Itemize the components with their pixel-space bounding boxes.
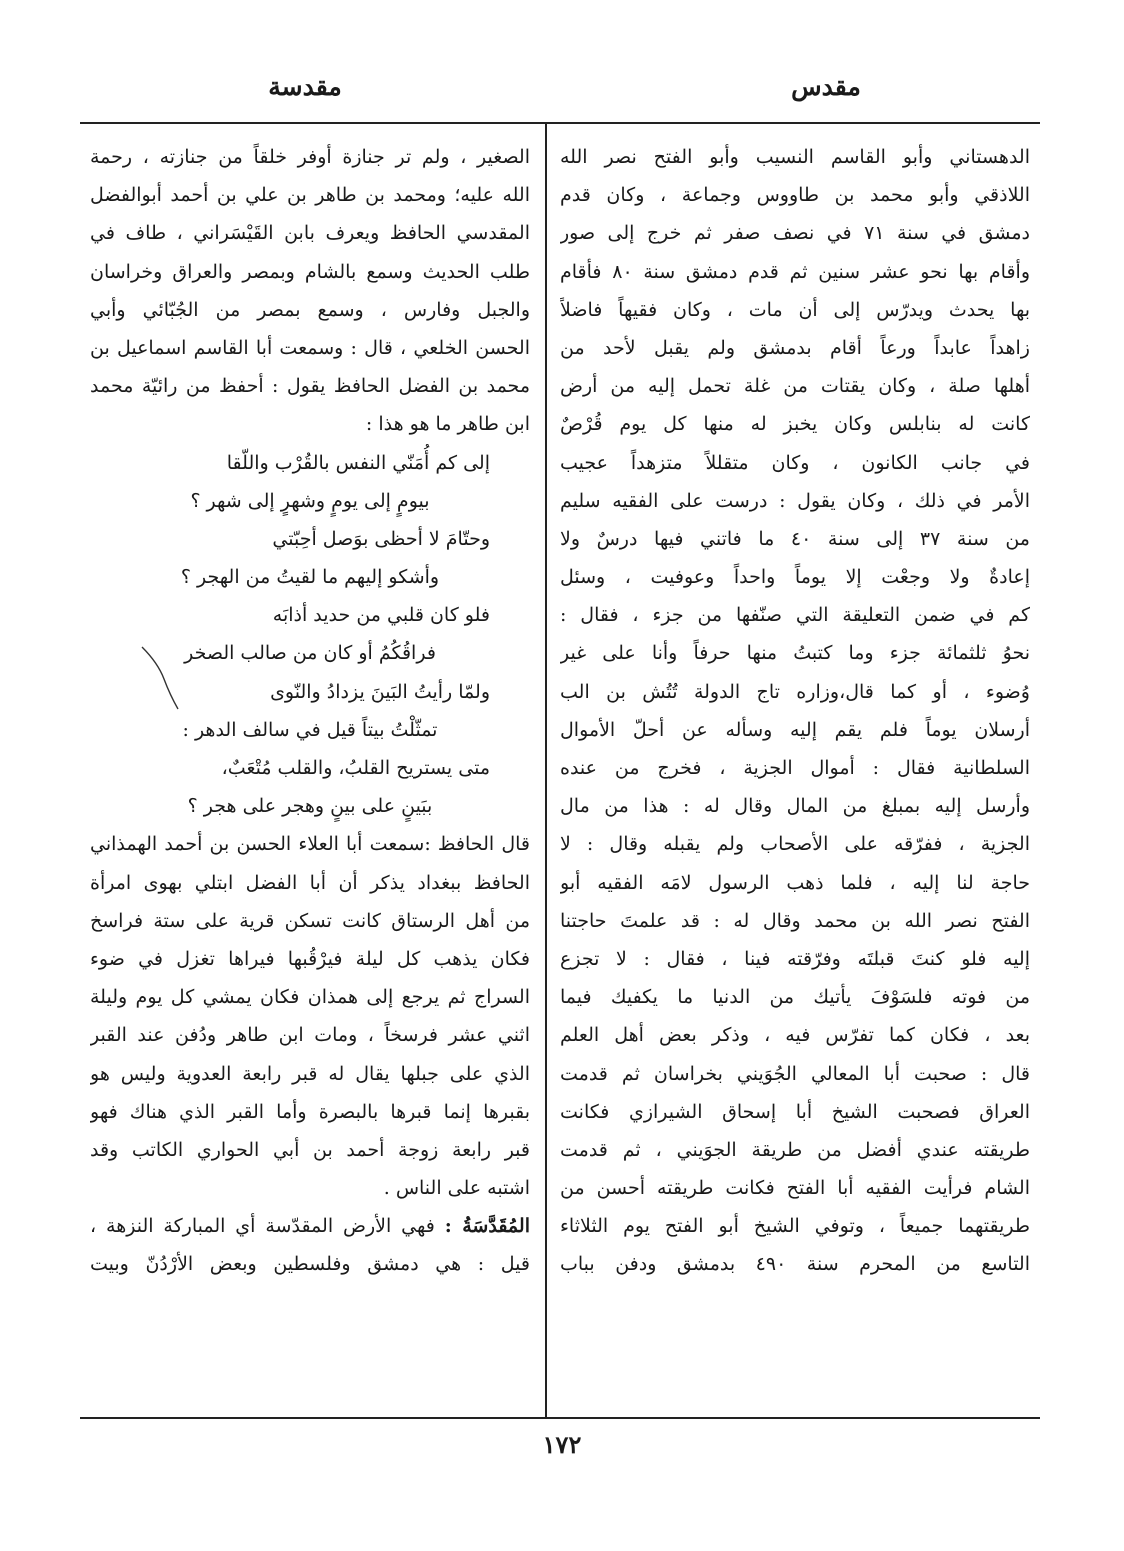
text-line: اشتبه على الناس . [383,1177,530,1200]
text-line: حاجة لنا إليه ، فلما ذهب الرسول لامَه الفقيه أبو [560,871,1030,894]
text-line: الجزية ، ففرّقه على الأصحاب ولم يقبله وقال : لا [560,833,1030,856]
bottom-rule [80,1417,1040,1419]
poem-verse: فراقُكُمُ أو كان من صالب الصخر [184,642,436,665]
poem-verse: متى يستريح القلبُ، والقلب مُتْعَبٌ، [221,757,490,779]
text-line: إعادةٌ ولا وجعْت إلا يوماً واحداً وعوفيت ، وسئل [560,566,1030,589]
text-line: الفتح نصر الله بن محمد وقال له : قد علمتَ حاجتنا [560,909,1030,932]
running-header-right: مقدس [791,72,861,101]
text-line: من أهل الرستاق كانت تسكن قرية على ستة فراسخ [90,909,530,932]
poem-verse: إلى كم أُمَنّي النفس بالقُرْب واللّقا [226,451,490,474]
poem-verse: بيومٍ إلى يومٍ وشهرٍ إلى شهر ؟ [190,489,430,512]
poem-verse: وحتّامَ لا أحظى بوَصل أحِبّتي [272,527,490,550]
text-line: كم في ضمن التعليقة التي صنّفها من جزء ، فقال : [560,604,1030,627]
running-header-left: مقدسة [268,72,342,101]
poem-verse: ببَينٍ على بينٍ وهجر على هجر ؟ [187,795,433,818]
text-line: الله عليه؛ ومحمد بن طاهر بن علي بن أحمد أبوالفضل [90,184,530,207]
text-line: أرسلان يوماً فلم يقم إليه وسأله عن أحلّ الأموال [560,718,1030,741]
text-line: قيل : هي دمشق وفلسطين وبعض الأرْدُنّ وبيت [90,1253,530,1276]
text-line: الشام فرأيت الفقيه أبا الفتح فكانت طريقته أحسن من [560,1177,1030,1200]
text-line: زاهداً عابداً ورعاً أقام بدمشق ولم يقبل لأحد من [560,336,1030,359]
text-line: بقبرها إنما قبرها بالبصرة وأما القبر الذي هناك فهو [90,1100,530,1123]
text-line: طريقته عندي أفضل من طريقة الجوَيني ، ثم قدمت [560,1138,1030,1161]
text-line: في جانب الكانون ، وكان متقللاً متزهداً عجيب [560,451,1030,474]
entry-headword: المُقَدَّسَةُ : [444,1215,530,1238]
text-line: بها يحدث ويدرّس إلى أن مات ، وكان فقيهاً فاضلاً [560,298,1030,321]
poem-verse: وأشكو إليهم ما لقيتُ من الهجر ؟ [180,566,440,589]
text-line: الصغير ، ولم تر جنازة أوفر خلقاً من جنازته ، رحمة [90,146,530,168]
text-line: قال : صحبت أبا المعالي الجُوَيني بخراسان ثم قدمت [560,1062,1030,1085]
text-line: محمد بن الفضل الحافظ يقول : أحفظ من رائيّة محمد [90,375,530,398]
text-line: إليه فلو كنتَ قبلتَه وفرّقته فينا ، فقال : لا تجزع [560,947,1030,970]
top-rule [80,122,1040,124]
text-line: بعد ، فكان كما تفرّس فيه ، وذكر بعض أهل العلم [560,1024,1030,1047]
text-line: الحسن الخلعي ، قال : وسمعت أبا القاسم اسماعيل بن [90,336,530,359]
text-line: اثني عشر فرسخاً ، ومات ابن طاهر ودُفن عند القبر [90,1024,530,1047]
text-line: المقدسي الحافظ ويعرف بابن القَيْسَراني ، طاف في [90,222,530,245]
poem-verse: فلو كان قلبي من حديد أذابَه [272,604,490,627]
text-line: الذي على جبلها يقال له قبر رابعة العدوية وليس هو [90,1062,530,1085]
text-line: العراق فصحبت الشيخ أبا إسحاق الشيرازي فكانت [560,1100,1030,1123]
text-line: والجبل وفارس ، وسمع بمصر من الجُبّائي وأبي [90,298,530,321]
text-line: وُضوء ، أو كما قال،وزاره تاج الدولة تُتُش بن الب [560,680,1030,703]
entry-text: فهي الأرض المقدّسة أي المباركة النزهة ، [90,1215,435,1238]
text-line: الحافظ ببغداد يذكر أن أبا الفضل ابتلي بهوى امرأة [90,871,530,894]
text-line: ابن طاهر ما هو هذا : [365,413,530,436]
text-line: نحوُ ثلثمائة جزء وما كتبتُ منها حرفاً وأنا على غير [560,642,1030,665]
text-line: قبر رابعة زوجة أحمد بن أبي الحواري الكاتب وقد [90,1138,530,1161]
text-line: من فوته فلسَوْفَ يأتيك من الدنيا ما يكفيك فيما [560,986,1030,1009]
text-line: اللاذقي وأبو محمد بن طاووس وجماعة ، وكان قدم [560,184,1030,207]
page-number: ١٧٢ [542,1430,582,1459]
text-line: طريقتهما جميعاً ، وتوفي الشيخ أبو الفتح يوم الثلاثاء [560,1215,1030,1238]
text-line: أهلها صلة ، وكان يقتات من غلة تحمل إليه من أرض [560,375,1030,398]
text-line: وأرسل إليه بمبلغ من المال وقال له : هذا من مال [560,795,1030,818]
text-line: طلب الحديث وسمع بالشام وبمصر والعراق وخراسان [90,260,530,283]
text-line: قال الحافظ :سمعت أبا العلاء الحسن بن أحمد الهمذاني [90,833,530,856]
text-line: الدهستاني وأبو القاسم النسيب وأبو الفتح نصر الله [560,146,1030,168]
text-line: من سنة ٣٧ إلى سنة ٤٠ ما فاتني فيها درسٌ ولا [560,527,1030,550]
text-line: الأمر في ذلك ، وكان يقول : درست على الفقيه سليم [560,489,1030,512]
poem-verse: ولمّا رأيتُ البَينَ يزدادُ والنّوى [270,680,490,703]
handwritten-margin-mark [140,643,180,713]
text-line: دمشق في سنة ٧١ في نصف صفر ثم خرج إلى صور [560,222,1030,245]
right-column [560,138,1030,1284]
poem-verse: تمثّلْتُ بيتاً قيل في سالف الدهر : [182,718,438,741]
text-line: التاسع من المحرم سنة ٤٩٠ بدمشق ودفن بباب [560,1253,1030,1276]
text-line: فكان يذهب كل ليلة فيرْقُبها فيراها تغزل في ضوء [90,947,530,970]
column-divider [545,122,547,1419]
text-line: كانت له بنابلس وكان يخبز له منها كل يوم قُرْصٌ [560,413,1030,436]
text-line: السلطانية فقال : أموال الجزية ، فخرج من عنده [560,757,1030,779]
text-line: وأقام بها نحو عشر سنين ثم قدم دمشق سنة ٨٠ فأقام [560,260,1030,283]
text-line: السراج ثم يرجع إلى همذان فكان يمشي كل يوم وليلة [90,986,530,1009]
entry-line [90,1207,530,1245]
